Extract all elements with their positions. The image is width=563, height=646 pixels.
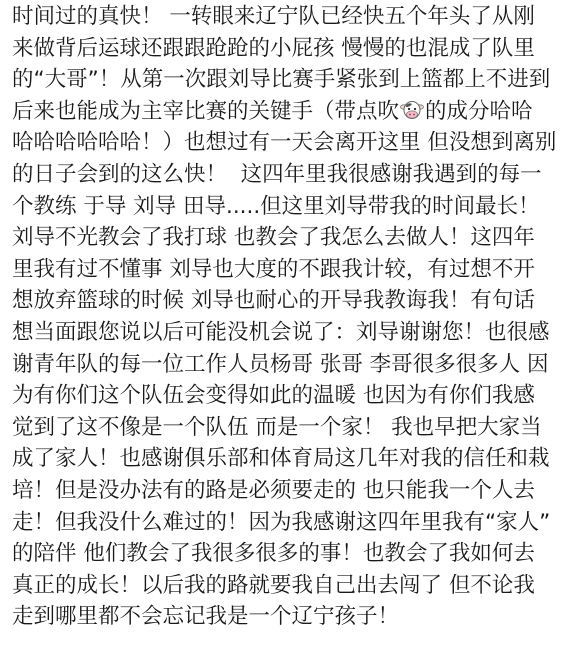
text-line: 的陪伴 他们教会了我很多很多的事！也教会了我如何去	[12, 541, 535, 567]
cow-face-icon	[400, 97, 424, 119]
text-line: 走到哪里都不会忘记我是一个辽宁孩子！	[12, 604, 400, 630]
text-line: 觉到了这不像是一个队伍 而是一个家！ 我也早把大家当	[12, 414, 542, 440]
text-line: 刘导不光教会了我打球 也教会了我怎么去做人！这四年	[12, 225, 535, 251]
text-line: 哈哈哈哈哈哈！）也想过有一天会离开这里 但没想到离别	[12, 130, 557, 156]
text-line: 走！但我没什么难过的！因为我感谢这四年里我有“家人”	[12, 509, 551, 535]
text-line: 成了家人！也感谢俱乐部和体育局这几年对我的信任和栽	[12, 446, 550, 472]
text-line: 培！但是没办法有的路是必须要走的 也只能我一个人去	[12, 478, 535, 503]
text-segment: 的成分哈哈	[425, 98, 533, 124]
text-line: 来做背后运球还跟跟跄跄的小屁孩 慢慢的也混成了队里	[12, 35, 535, 61]
text-line: 里我有过不懂事 刘导也大度的不跟我计较，有过想不开	[12, 256, 535, 282]
text-line: 想当面跟您说以后可能没机会说了：刘导谢谢您！也很感	[12, 320, 550, 345]
text-segment: 后来也能成为主宰比赛的关键手（带点吹	[12, 98, 400, 124]
text-line	[12, 94, 533, 130]
text-line: 个教练 于导 刘导 田导.....但这里刘导带我的时间最长！	[12, 193, 540, 219]
text-line: 为有你们这个队伍会变得如此的温暖 也因为有你们我感	[12, 383, 535, 409]
text-line: 时间过的真快！ 一转眼来辽宁队已经快五个年头了从刚	[12, 4, 535, 29]
text-line: 真正的成长！以后我的路就要我自己出去闯了 但不论我	[12, 572, 535, 598]
text-line: 想放弃篮球的时候 刘导也耐心的开导我教诲我！有句话	[12, 288, 535, 314]
text-line: 的“大哥”！从第一次跟刘导比赛手紧张到上篮都上不进到	[12, 67, 551, 93]
text-line: 谢青年队的每一位工作人员杨哥 张哥 李哥很多很多人 因	[12, 351, 549, 377]
text-line: 的日子会到的这么快！ 这四年里我很感谢我遇到的每一	[12, 162, 542, 187]
